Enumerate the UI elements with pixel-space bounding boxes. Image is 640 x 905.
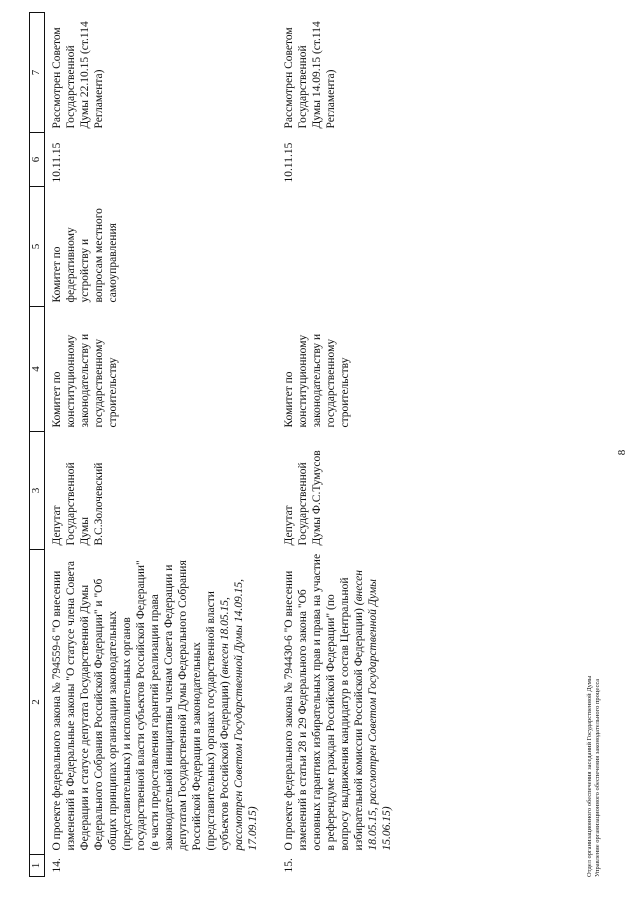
- review-status: Рассмотрен Советом Государственной Думы 22.10.15 (ст.114 Регламента): [51, 21, 106, 129]
- page-number: 8: [616, 449, 628, 456]
- co-executor-committee: Комитет по федеративному устройству и вопросам местного самоуправления: [51, 208, 120, 303]
- column-number: 4: [30, 307, 45, 432]
- column-number: 2: [30, 550, 45, 855]
- column-number: 1: [30, 855, 45, 877]
- co-executor-committee: [268, 187, 402, 307]
- responsible-committee: Комитет по конституционному законодательству и государственному строительству: [283, 333, 352, 428]
- review-date: 10.11.15: [51, 142, 63, 183]
- column-number: 7: [30, 13, 45, 133]
- review-status: Рассмотрен Советом Государственной Думы 14.09.15 (ст.114 Регламента): [283, 21, 338, 129]
- row-number: 15.: [283, 858, 296, 873]
- bill-author: Депутат Государственной Думы Ф.С.Тумусов: [283, 450, 324, 546]
- bill-title: О проекте федерального закона № 794430-6 "О внесении изменений в статьи 28 и 29 Федерального закона "Об основных гарантиях избирательных прав и права на участие в референдуме граждан Российской Федерации" (по вопросу выдвижения кандидатур в состав Центральной избирательной комиссии Российской Федерации): [283, 553, 366, 851]
- bill-author: Депутат Государственной Думы В.С.Золочевский: [51, 462, 106, 546]
- bill-note: (внесен 18.05.15, рассмотрен Советом Государственной Думы 15.06.15): [353, 570, 394, 851]
- bill-note: (внесен 18.05.15, рассмотрен Советом Государственной Думы 14.09.15, 17.09.15): [219, 579, 260, 851]
- row-number: 14.: [51, 858, 63, 873]
- bill-title-cell: [45, 550, 269, 855]
- responsible-committee: Комитет по конституционному законодательству и государственному строительству: [51, 333, 120, 428]
- table-row: [268, 13, 402, 877]
- footer-line: Управление организационного обеспечения законодательного процесса: [594, 678, 602, 877]
- table-row: [45, 13, 269, 877]
- bill-title: О проекте федерального закона № 794559-6 "О внесении изменений в Федеральные законы "О статусе члена Совета Федерации и статусе депутата Государственной Думы Федерального Собрания Российской Федерации" и "Об общих принципах организации законодательных (представительных) и исполнительных органов государственной власти субъектов Российской Федерации" (в части предоставления гарантий реализации права законодательной инициативы членам Совета Федерации и депутатам Государственной Думы Федерального Собрания Российской Федерации в законодательных (представительных) органах государственной власти субъектов Российской Федерации): [51, 560, 232, 851]
- column-number: 3: [30, 432, 45, 550]
- review-date: 10.11.15: [283, 142, 296, 183]
- footer: [586, 676, 603, 877]
- column-number: 5: [30, 187, 45, 307]
- bills-table: [29, 12, 402, 877]
- bill-title-cell: [268, 550, 402, 855]
- footer-line: Отдел организационного обеспечения заседаний Государственной Думы: [586, 675, 593, 877]
- column-number-header: [30, 13, 45, 877]
- column-number: 6: [30, 133, 45, 187]
